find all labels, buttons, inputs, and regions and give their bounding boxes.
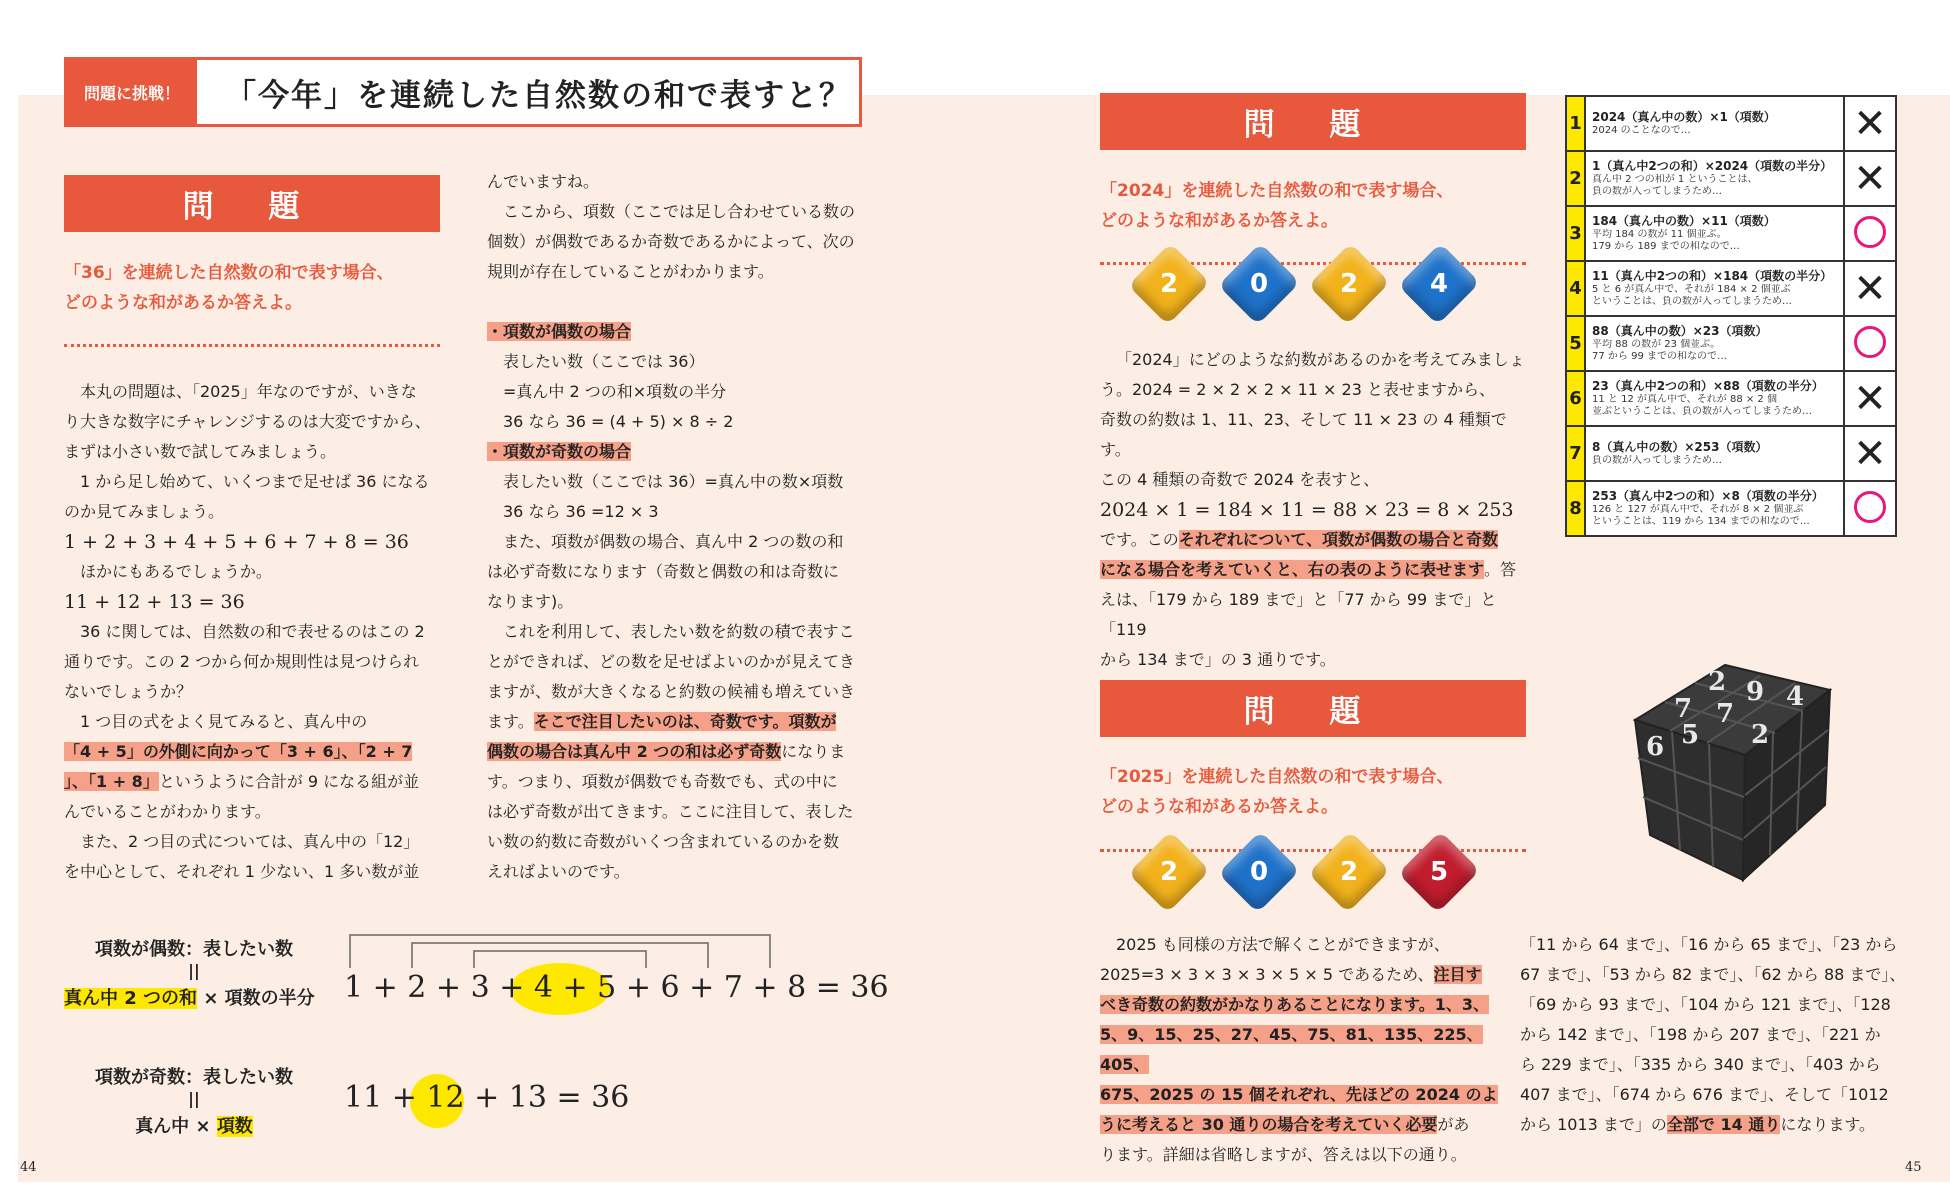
- body-2025: [1100, 930, 1530, 1170]
- paragraph-line: ないでしょうか？: [64, 682, 193, 701]
- row-formula: 8（真ん中の数）×253（項数）: [1592, 440, 1768, 454]
- die-digit: 2: [1339, 269, 1359, 299]
- row-number: 3: [1566, 206, 1585, 261]
- row-note: ということは、119 から 134 までの和なので…: [1592, 516, 1810, 527]
- row-number: 8: [1566, 481, 1585, 536]
- paragraph-line: ほかにもあるでしょうか。: [80, 562, 272, 581]
- question-line: 「2024」を連続した自然数の和で表す場合、: [1100, 181, 1454, 201]
- row-number: 5: [1566, 316, 1585, 371]
- equals-mark: ||: [188, 1089, 200, 1108]
- paragraph-line: 2025 も同様の方法で解くことができますが、: [1116, 935, 1450, 954]
- highlight-term-count: 項数: [216, 1116, 253, 1137]
- cross-mark-icon: ✕: [1853, 155, 1887, 202]
- paragraph-line: この 4 種類の奇数で 2024 を表すと、: [1100, 470, 1380, 489]
- highlight-text: になる場合を考えていくと、右の表のように表せます: [1100, 560, 1485, 579]
- paragraph-line: 「2024」にどのような約数があるのかを考えてみましょ: [1116, 350, 1525, 369]
- row-note: 126 と 127 が真ん中で、それが 8 × 2 個並ぶ: [1592, 504, 1804, 515]
- die-digit: 2: [1339, 857, 1359, 887]
- table-row: [1566, 426, 1896, 481]
- paragraph-line: い数の約数に奇数がいくつ含まれているのかを数: [487, 832, 840, 851]
- paragraph-line: 36 に関しては、自然数の和で表せるのはこの 2: [80, 622, 425, 641]
- problem-label-2025: 問 題: [1100, 680, 1526, 737]
- row-number: 1: [1566, 96, 1585, 151]
- equation-line: 1 + 2 + 3 + 4 + 5 + 6 + 7 + 8 = 36: [64, 531, 409, 553]
- equation-middle: 12: [426, 1080, 465, 1115]
- paragraph-line: り大きな数字にチャレンジするのは大変ですから、: [64, 412, 431, 431]
- row-note: 11 と 12 が真ん中で、それが 88 × 2 個: [1592, 394, 1777, 405]
- die-digit: 5: [1429, 857, 1449, 887]
- paragraph-line: から 134 まで」の 3 通りです。: [1100, 650, 1336, 669]
- rule-heading-even: ・項数が偶数の場合: [487, 322, 632, 341]
- paragraph-line: から 142 まで」、「198 から 207 まで」、「221 か: [1520, 1025, 1881, 1044]
- table-row: [1566, 151, 1896, 206]
- cube-digit: 7: [1673, 694, 1693, 724]
- left-column-2: [487, 167, 869, 887]
- header-title: 「今年」を連続した自然数の和で表すと？: [225, 77, 852, 114]
- cube-digit: 4: [1785, 682, 1805, 712]
- equation-middle: 4 + 5: [533, 970, 617, 1005]
- equation-part: 1 + 2 + 3 +: [344, 970, 534, 1005]
- paragraph-line: 通りです。この 2 つから何か規則性は見つけられ: [64, 652, 420, 671]
- row-formula: 11（真ん中2つの和）×184（項数の半分）: [1592, 269, 1833, 283]
- row-description: [1585, 261, 1844, 316]
- cube-digit: 7: [1715, 699, 1735, 729]
- row-note: 負の数が入ってしまうため…: [1592, 186, 1722, 197]
- paragraph-line: は必ず奇数が出てきます。ここに注目して、表した: [487, 802, 854, 821]
- die-digit: 2: [1159, 269, 1179, 299]
- paragraph-line: う。2024 = 2 × 2 × 2 × 11 × 23 と表せますから、: [1100, 380, 1495, 399]
- paragraph-text: になります。: [1780, 1115, 1876, 1134]
- body-2024: [1100, 345, 1525, 675]
- row-mark-cell: [1844, 206, 1896, 261]
- paragraph-text: というように合計が 9 になる組が並: [158, 772, 420, 791]
- row-note: 真ん中 2 つの和が 1 ということは、: [1592, 174, 1758, 185]
- answer-2025: [1520, 930, 1910, 1140]
- highlight-text: それぞれについて、項数が偶数の場合と奇数: [1178, 530, 1499, 549]
- rule-heading-odd: ・項数が奇数の場合: [487, 442, 632, 461]
- number-cube-illustration: [1625, 645, 1840, 885]
- row-formula: 253（真ん中2つの和）×8（項数の半分）: [1592, 489, 1824, 503]
- paragraph-line: また、項数が偶数の場合、真ん中 2 つの数の和: [503, 532, 844, 551]
- row-number: 7: [1566, 426, 1585, 481]
- cube-digit: 6: [1645, 732, 1665, 762]
- highlight-text: 注目す: [1433, 965, 1482, 984]
- row-description: [1585, 426, 1844, 481]
- row-number: 2: [1566, 151, 1585, 206]
- table-row: [1566, 371, 1896, 426]
- row-mark-cell: [1844, 316, 1896, 371]
- highlight-text: 「4 + 5」の外側に向かって「3 + 6」、「2 + 7: [64, 742, 413, 761]
- row-mark-cell: [1844, 481, 1896, 536]
- highlight-text: うに考えると 30 通りの場合を考えていく必要: [1100, 1115, 1438, 1134]
- question-line: 「2025」を連続した自然数の和で表す場合、: [1100, 767, 1454, 787]
- highlight-text: べき奇数の約数がかなりあることになります。1、3、: [1100, 995, 1489, 1014]
- row-description: [1585, 206, 1844, 261]
- paragraph-text: から 1013 まで」の: [1520, 1115, 1667, 1134]
- problem-label-2024: 問 題: [1100, 93, 1526, 150]
- equation-line: 11 + 12 + 13 = 36: [64, 591, 245, 613]
- problem-label-left: 問 題: [64, 175, 440, 232]
- equation-odd: [344, 1080, 629, 1115]
- highlight-text: 偶数の場合は真ん中 2 つの和は必ず奇数: [487, 742, 782, 761]
- row-description: [1585, 316, 1844, 371]
- row-mark-cell: [1844, 261, 1896, 316]
- page-number-right: 45: [1905, 1160, 1922, 1175]
- table-row: [1566, 96, 1896, 151]
- equals-mark: ||: [188, 961, 200, 980]
- die-digit: 4: [1429, 269, 1449, 299]
- paragraph-line: 奇数の約数は 1、11、23、そして 11 × 23 の 4 種類です。: [1100, 410, 1507, 459]
- row-note: 77 から 99 までの和なので…: [1592, 351, 1727, 362]
- paragraph-line: ら 229 まで」、「335 から 340 まで」、「403 から: [1520, 1055, 1881, 1074]
- formula-text: × 項数の半分: [197, 988, 315, 1009]
- row-description: [1585, 96, 1844, 151]
- paragraph-line: 1 から足し始めて、いくつまで足せば 36 になる: [80, 472, 430, 491]
- die-digit: 2: [1159, 857, 1179, 887]
- even-rule-label: 項数が偶数：表したい数: [95, 939, 293, 960]
- row-note: 並ぶということは、負の数が入ってしまうため…: [1592, 406, 1812, 417]
- highlight-text: そこで注目したいのは、奇数です。項数が: [533, 712, 837, 731]
- odd-rule-formula: [64, 1112, 324, 1138]
- cube-digit: 2: [1707, 667, 1727, 697]
- table-row: [1566, 206, 1896, 261]
- row-description: [1585, 481, 1844, 536]
- paragraph-line: 表したい数（ここでは 36）=真ん中の数×項数: [503, 472, 844, 491]
- die-digit: 0: [1249, 269, 1269, 299]
- row-note: ということは、負の数が入ってしまうため…: [1592, 296, 1792, 307]
- row-formula: 23（真ん中2つの和）×88（項数の半分）: [1592, 379, 1824, 393]
- highlight-middle-sum: 真ん中 2 つの和: [64, 988, 198, 1009]
- table-row: [1566, 261, 1896, 316]
- question-2025: [1100, 762, 1453, 822]
- paragraph-text: です。この: [1100, 530, 1179, 549]
- circle-mark-icon: [1854, 491, 1886, 523]
- cube-digit: 5: [1680, 720, 1700, 750]
- paragraph-line: まずは小さい数で試してみましょう。: [64, 442, 337, 461]
- circle-mark-icon: [1854, 216, 1886, 248]
- row-mark-cell: [1844, 426, 1896, 481]
- highlight-text: 5、9、15、25、27、45、75、81、135、225、405、: [1100, 1025, 1483, 1074]
- cube-digit: 2: [1750, 720, 1770, 750]
- highlight-text: 」、「1 + 8」: [64, 772, 159, 791]
- divisor-table: [1565, 95, 1897, 537]
- paragraph-line: んでいることがわかります。: [64, 802, 271, 821]
- dotted-divider: [64, 344, 440, 347]
- circle-mark-icon: [1854, 326, 1886, 358]
- table-row: [1566, 481, 1896, 536]
- row-mark-cell: [1844, 151, 1896, 206]
- paragraph-line: ります。詳細は省略しますが、答えは以下の通り。: [1100, 1145, 1467, 1164]
- row-note: 179 から 189 までの和なので…: [1592, 241, 1740, 252]
- row-description: [1585, 151, 1844, 206]
- row-formula: 88（真ん中の数）×23（項数）: [1592, 324, 1768, 338]
- row-number: 4: [1566, 261, 1585, 316]
- equation-part: 11 +: [344, 1080, 427, 1115]
- paragraph-line: とができれば、どの数を足せばよいのかが見えてき: [487, 652, 856, 671]
- paragraph-line: ますが、数が大きくなると約数の候補も増えていき: [487, 682, 856, 701]
- paragraph-text: になりま: [781, 742, 846, 761]
- row-note: 5 と 6 が真ん中で、それが 184 × 2 個並ぶ: [1592, 284, 1791, 295]
- row-mark-cell: [1844, 371, 1896, 426]
- highlight-text: 675、2025 の 15 個それぞれ、先ほどの 2024 のよ: [1100, 1085, 1498, 1104]
- paragraph-line: を中心として、それぞれ 1 少ない、1 多い数が並: [64, 862, 420, 881]
- row-description: [1585, 371, 1844, 426]
- paragraph-line: えればよいのです。: [487, 862, 630, 881]
- row-formula: 2024（真ん中の数）×1（項数）: [1592, 110, 1776, 124]
- cross-mark-icon: ✕: [1853, 265, 1887, 312]
- header-tag: 問題に挑戦！: [67, 60, 197, 124]
- die-digit: 0: [1249, 857, 1269, 887]
- left-column-1: [64, 377, 456, 887]
- question-line: 「36」を連続した自然数の和で表す場合、: [64, 263, 394, 283]
- table-row: [1566, 316, 1896, 371]
- row-note: 2024 のことなので…: [1592, 125, 1691, 136]
- paragraph-line: なります)。: [487, 592, 574, 611]
- page-number-left: 44: [20, 1160, 37, 1175]
- equation-even: [344, 970, 889, 1005]
- header-box: [64, 57, 862, 127]
- paragraph-line: =真ん中 2 つの和×項数の半分: [503, 382, 727, 401]
- paragraph-line: す。つまり、項数が偶数でも奇数でも、式の中に: [487, 772, 838, 791]
- paragraph-text: 。答: [1484, 560, 1517, 579]
- paragraph-line: 36 なら 36 =12 × 3: [503, 502, 659, 521]
- row-number: 6: [1566, 371, 1585, 426]
- question-line: どのような和があるか答えよ。: [1100, 797, 1338, 817]
- row-note: 負の数が入ってしまうため…: [1592, 455, 1722, 466]
- paragraph-line: 個数）が偶数であるか奇数であるかによって、次の: [487, 232, 855, 251]
- paragraph-line: は必ず奇数になります（奇数と偶数の和は奇数に: [487, 562, 840, 581]
- row-mark-cell: [1844, 96, 1896, 151]
- paragraph-text: ます。: [487, 712, 534, 731]
- paragraph-line: 規則が存在していることがわかります。: [487, 262, 774, 281]
- row-formula: 1（真ん中2つの和）×2024（項数の半分）: [1592, 159, 1833, 173]
- cross-mark-icon: ✕: [1853, 430, 1887, 477]
- even-rule-formula: [64, 984, 334, 1010]
- formula-text: 真ん中 ×: [135, 1116, 217, 1137]
- question-36: [64, 258, 394, 318]
- paragraph-line: んでいますね。: [487, 172, 600, 191]
- paragraph-line: ここから、項数（ここでは足し合わせている数の: [503, 202, 856, 221]
- equation-part: + 13 = 36: [464, 1080, 630, 1115]
- question-line: どのような和があるか答えよ。: [64, 293, 302, 313]
- paragraph-line: のか見てみましょう。: [64, 502, 225, 521]
- paragraph-line: 1 つ目の式をよく見てみると、真ん中の: [80, 712, 368, 731]
- row-formula: 184（真ん中の数）×11（項数）: [1592, 214, 1776, 228]
- paragraph-line: えは、「179 から 189 まで」と「77 から 99 まで」と「119: [1100, 590, 1497, 639]
- paragraph-text: 2025=3 × 3 × 3 × 3 × 5 × 5 であるため、: [1100, 965, 1434, 984]
- paragraph-line: 本丸の問題は、「2025」年なのですが、いきな: [80, 382, 417, 401]
- paragraph-line: 「69 から 93 まで」、「104 から 121 まで」、「128: [1520, 995, 1891, 1014]
- cross-mark-icon: ✕: [1853, 375, 1887, 422]
- cube-digit: 9: [1745, 677, 1765, 707]
- row-note: 平均 184 の数が 11 個並ぶ。: [1592, 229, 1727, 240]
- paragraph-line: これを利用して、表したい数を約数の積で表すこ: [503, 622, 855, 641]
- paragraph-line: また、2 つ目の式については、真ん中の「12」: [80, 832, 420, 851]
- question-2024: [1100, 176, 1453, 236]
- paragraph-line: 「11 から 64 まで」、「16 から 65 まで」、「23 から: [1520, 935, 1898, 954]
- equation-part: + 6 + 7 + 8 = 36: [616, 970, 889, 1005]
- paragraph-line: 407 まで」、「674 から 676 まで」、そして「1012: [1520, 1085, 1889, 1104]
- cross-mark-icon: ✕: [1853, 100, 1887, 147]
- equation-line: 2024 × 1 = 184 × 11 = 88 × 23 = 8 × 253: [1100, 499, 1514, 521]
- highlight-text: 全部で 14 通り: [1666, 1115, 1781, 1134]
- paragraph-line: 36 なら 36 = (4 + 5) × 8 ÷ 2: [503, 412, 734, 431]
- row-note: 平均 88 の数が 23 個並ぶ。: [1592, 339, 1721, 350]
- paragraph-line: 表したい数（ここでは 36）: [503, 352, 705, 371]
- paragraph-line: 67 まで」、「53 から 82 まで」、「62 から 88 まで」、: [1520, 965, 1906, 984]
- paragraph-text: があ: [1437, 1115, 1470, 1134]
- question-line: どのような和があるか答えよ。: [1100, 211, 1338, 231]
- odd-rule-label: 項数が奇数：表したい数: [95, 1067, 293, 1088]
